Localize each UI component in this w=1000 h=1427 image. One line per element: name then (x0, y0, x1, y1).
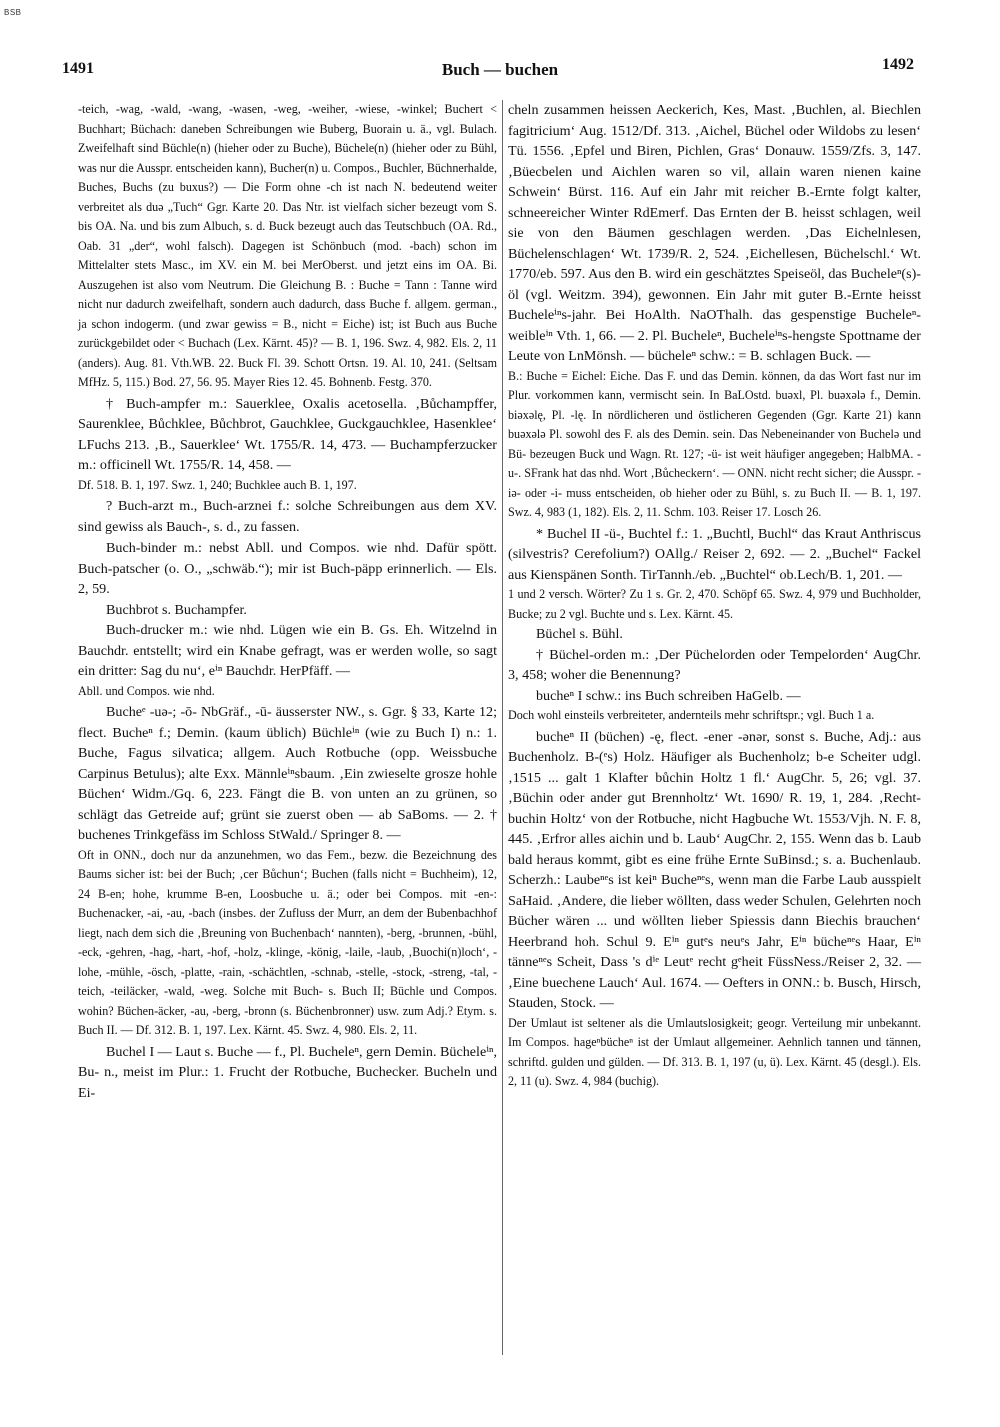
entry-note: Oft in ONN., doch nur da anzunehmen, wo das Fem., bezw. die Bezeichnung des Baums sicher ist: bei der Buch; ‚cer Bůchun‘; Buchen (falls nicht = Buchheim), 12, 24 B-en; hohe, krumme B-en, Loosbuche u. ä.; oder bei Compos. mit -en-: Buchenacker, -ai, -au, -bach (insbes. der Zufluss der Murr, an dem der Bubenbachhof liegt, nach dem sich die ‚Breuning von Buchenbach‘ nannten), -berg, -brunnen, -bühl, -eck, -gehren, -hag, -hart, -hof, -holz, -klinge, -könig, -laile, -laub, ‚Buochi(n)loch‘, -lohe, -mühle, -ösch, -platte, -rain, -schächtlen, -schnab, -stelle, -stock, -streng, -tal, -teich, -teiläcker, -wald, -weg. Solche mit Buch- s. Buch II; Büchle und Compos. wohin? Büchen-äcker, -au, -berg, -bronn (s. Büchenbronner) usw. zum Adj.? Etym. s. Buch II. — Df. 312. B. 1, 197. Lex. Kärnt. 45. Swz. 4, 980. Els. 2, 11. (78, 847, 497, 1037)
entry-paragraph: Buch-binder m.: nebst Abll. und Compos. wie nhd. Dafür spött. Buch-patscher (o. O., „schwäb.“); mir ist Buch-päpp erinnerlich. — Els. 2, 59. (78, 540, 497, 597)
entry-paragraph: bucheⁿ I schw.: ins Buch schreiben HaGelb. — (536, 687, 801, 704)
page-number-left: 1491 (62, 60, 94, 77)
right-column (508, 100, 921, 1092)
entry-paragraph: ? Buch-arzt m., Buch-arznei f.: solche Schreibungen aus dem XV. sind gewiss als Bauch-, s. d., zu fassen. (78, 498, 497, 535)
running-title: Buch — buchen (441, 60, 559, 79)
entry-paragraph: -teich, -wag, -wald, -wang, -wasen, -weg, -weiher, -wiese, -winkel; Buchert < Buchhart; Büchach: daneben Schreibungen wie Buberg, Buorain u. ä., vgl. Bulach. Zweifelhaft sind Büchle(n) (hieher oder zu Buche), Büchele(n) (hieher oder zu Bühl, was nur die Ausspr. entscheiden kann), Bucher(n) u. Compos., Buchler, Büchnerhalde, Buches, Buchs (zu buxus?) — Die Form ohne -ch ist nach N. bedeutend weiter verbreitet als duə „Tuch“ Ggr. Karte 20. Das Ntr. ist vielfach sicher bezeugt vom S. bis OA. Na. und bis zum Albuch, s. d. Buck bezeugt auch das Teutschbuch (OA. Rd., Oab. 31 „der“, wohl falsch). Dagegen ist Schönbuch (mod. -bach) schon im Mittelalter stets Masc., im XV. ein M. bei MerOberst. und jetzt eins im OA. Bi. Auszugehen ist also vom Neutrum. Die Gleichung B. : Buche = Tann : Tanne wird nicht nur dadurch zweifelhaft, sondern auch dadurch, dass Buche f. allgem. german., ja schon indogerm. (und zwar gewiss = B., nicht = Eiche) ist; ist Buch aus Buche zurückgebildet oder < Buchach (Lex. Kärnt. 45)? — B. 1, 196. Swz. 4, 982. Els. 2, 11 (anders). Aug. 81. Vth.WB. 22. Buck Fl. 39. Schott Ortsn. 19. Al. 10, 241. (Seltsam MfHz. 5, 115.) Bod. 27, 56. 95. Mayer Ries 12. 45. Bohnenb. Festg. 370. (78, 102, 498, 389)
entry-paragraph: Bucheᵉ -uə-; -ō- NbGräf., -ū- äusserster NW., s. Ggr. § 33, Karte 12; flect. Bucheⁿ f.; Demin. (kaum üblich) Büchleⁱⁿ (wie zu Buch I) n.: 1. Buche, Fagus silvatica; allgem. Auch Rotbuche (opp. Weissbuche Carpinus Betulus); alte Exx. Männleⁱⁿsbaum. ‚Ein zwieselte grosze hohle Büchen‘ Widm./Gq. 6, 223. Fängt die B. von unten an zu grünen, so schlägt das Getreide auf; grünt sie zuerst oben — ab SaBoms. — 2. † buchenes Trinkgefäss im Schloss StWald./ Springer 8. — (78, 704, 497, 843)
page-number-right: 1492 (882, 56, 914, 73)
entry-note: 1 und 2 versch. Wörter? Zu 1 s. Gr. 2, 470. Schöpf 65. Swz. 4, 979 und Buchholder, Bucke; zu 2 vgl. Buchte und s. Lex. Kärnt. 45. (508, 587, 921, 621)
entry-paragraph: † Buch-ampfer m.: Sauerklee, Oxalis acetosella. ‚Bůchampffer, Saurenklee, Bůchklee, Bůchbrot, Gauchklee, Guckgauchklee, Hasenklee‘ LFuchs 213. ‚B., Sauerklee‘ Wt. 1755/R. 14, 473. — Buchampferzucker m.: officinell Wt. 1755/R. 14, 458. — (78, 395, 497, 473)
entry-crossref: Büchel s. Bühl. (536, 626, 623, 642)
entry-paragraph: bucheⁿ II (büchen) -ę, flect. -ener -ənər, sonst s. Buche, Adj.: aus Buchenholz. B-(ᵉs) Holz. Häufiger als Buchenholz; b-e Scheiter udgl. ‚1515 ... galt 1 Klafter bůchin Holtz 1 fl.‘ AugChr. 5, 26; vgl. 37. ‚Büchin oder ander gut Brennholtz‘ Wt. 1690/ R. 19, 1, 284. ‚Recht-buchin Holtz‘ von der Rotbuche, nicht Hagbuche Wt. 1553/Vjh. N. F. 8, 445. ‚Erfror alles aichin und b. Laub‘ AugChr. 2, 155. Wenn das b. Laub bald heraus kommt, gibt es eine frühe Ernte SuBinsd.; s. a. Buchenlaub. Scherzh.: Laubeⁿᵉs ist keiⁿ Bucheⁿᵉs, wenn man die Farbe Laub ausspielt SaHaid. ‚Andere, die lieber wöllten, dass weder Schulen, Gelehrten noch Bücher wären ... und wöllten lieber Spiessis dann Biechis brauchen‘ Heerbrand hoh. Schul 9. Eⁱⁿ gutᵉs neuᵉs Jahr, Eⁱⁿ bücheⁿᵉs Haar, Eⁱⁿ tänneⁿᵉs Scheit, Dass 's dⁱᵉ Leutᵉ recht gᵉheit FüssNess./Reiser 2, 32. — ‚Eine buechene Lauch‘ Aul. 1674. — Oefters in ONN.: b. Busch, Hirsch, Stauden, Stock. — (508, 728, 921, 1011)
entry-note: Df. 518. B. 1, 197. Swz. 1, 240; Buchklee auch B. 1, 197. (78, 477, 357, 492)
entry-note: Doch wohl einsteils verbreiteter, andernteils mehr schriftspr.; vgl. Buch 1 a. (508, 708, 875, 722)
entry-paragraph: Buch-drucker m.: wie nhd. Lügen wie ein B. Gs. Eh. Witzelnd in Bauchdr. entstellt; wird ein Knabe gefragt, was er werden wolle, so sagt ein dritter: Sag du nu‘, eⁱⁿ Bauchdr. HerPfäff. — (78, 622, 497, 679)
entry-crossref: Buchbrot s. Buchampfer. (106, 601, 247, 618)
entry-paragraph: * Buchel II -ü-, Buchtel f.: 1. „Buchtl, Buchl“ das Kraut Anthriscus (silvestris? Cerefolium?) OAllg./ Reiser 2, 692. — 2. „Buchel“ Fackel aus Kienspänen Sonth. TirTannh./eb. „Buchtel“ ob.Lech/B. 1, 201. — (508, 525, 921, 583)
entry-note: B.: Buche = Eichel: Eiche. Das F. und das Demin. können, da das Wort fast nur im Plur. vorkommen kann, vermischt sein. In BaLOstd. buəxl, Pl. buəxələ f., Demin. biəxəlę, Pl. -lę. In nördlicheren und östlicheren Gegenden (Ggr. Karte 21) kann buəxələ Pl. sowohl des F. als des Demin. sein. Das Nebeneinander von Buchelə und Bü- bezeugen Buck und Wagn. Rt. 127; -ü- ist weit häufiger angegeben; HalbMA. -u-. SFrank hat das nhd. Wort ‚Bůcheckern‘. — ONN. nicht recht sicher; die Ausspr. -iə- oder -i- muss entscheiden, ob hieher oder zu Bühl, s. zu Buch II. — B. 1, 197. Swz. 4, 983 (1, 182). Els. 2, 11. Schm. 103. Reiser 17. Losch 26. (508, 368, 921, 519)
entry-paragraph: † Büchel-orden m.: ‚Der Püchelorden oder Tempelorden‘ AugChr. 3, 458; woher die Benennung? (508, 646, 921, 683)
library-stamp: BSB (4, 8, 22, 17)
column-divider (502, 100, 503, 1355)
entry-paragraph: cheln zusammen heissen Aeckerich, Kes, Mast. ‚Buchlen, al. Biechlen fagitricium‘ Aug. 1512/Df. 313. ‚Aichel, Büchel oder Wildobs zu lesen‘ Tü. 1556. ‚Epfel und Biren, Pichlen, Gras‘ Donauw. 1559/Zfs. 3, 147. ‚Büecbelen und Aichlen waren so vil, allain waren nienen kaine Schwein‘ Bürst. 116. Auf ein Jahr mit reicher B.-Ernte folgt kalter, schneereicher Winter RdEmerf. Das Ernten der B. heisst schlagen, weil sie von den Bäumen geschlagen werden. ‚Das Eichelnlesen, Büchelenschlagen‘ Wt. 1739/R. 2, 524. ‚Eichellesen, Büchelschl.‘ Wt. 1770/eb. 597. Aus den B. wird ein geschätztes Speiseöl, das Bucheleⁿ(s)-öl (vgl. Weitzm. 394), gewonnen. Ein Jahr mit guter B.-Ernte heisst Bucheleⁱⁿs-jahr. Bei HoAlth. NaOThalh. das gespenstige Bucheleⁿ-weibleⁱⁿ Vth. 1, 66. — 2. Pl. Bucheleⁿ, Bucheleⁱⁿs-hengste Spottname der Leute von LnMönsh. — bücheleⁿ schw.: = B. schlagen Buck. — (508, 102, 921, 364)
page-header (0, 56, 1000, 84)
entry-paragraph: Buchel I — Laut s. Buche — f., Pl. Bucheleⁿ, gern Demin. Bücheleⁱⁿ, Bu- n., meist im Plur.: 1. Frucht der Rotbuche, Buchecker. Bucheln und Ei- (78, 1043, 497, 1101)
entry-note: Der Umlaut ist seltener als die Umlautslosigkeit; geogr. Verteilung mir unbekannt. Im Compos. hageⁿbücheⁿ ist der Umlaut allgemeiner. Aehnlich tannen und tännen, schriftd. gulden und gülden. — Df. 313. B. 1, 197 (u, ü). Lex. Kärnt. 45 (desgl.). Els. 2, 11 (u). Swz. 4, 984 (buchig). (508, 1015, 921, 1088)
left-column (78, 100, 497, 1103)
entry-note: Abll. und Compos. wie nhd. (78, 683, 215, 698)
